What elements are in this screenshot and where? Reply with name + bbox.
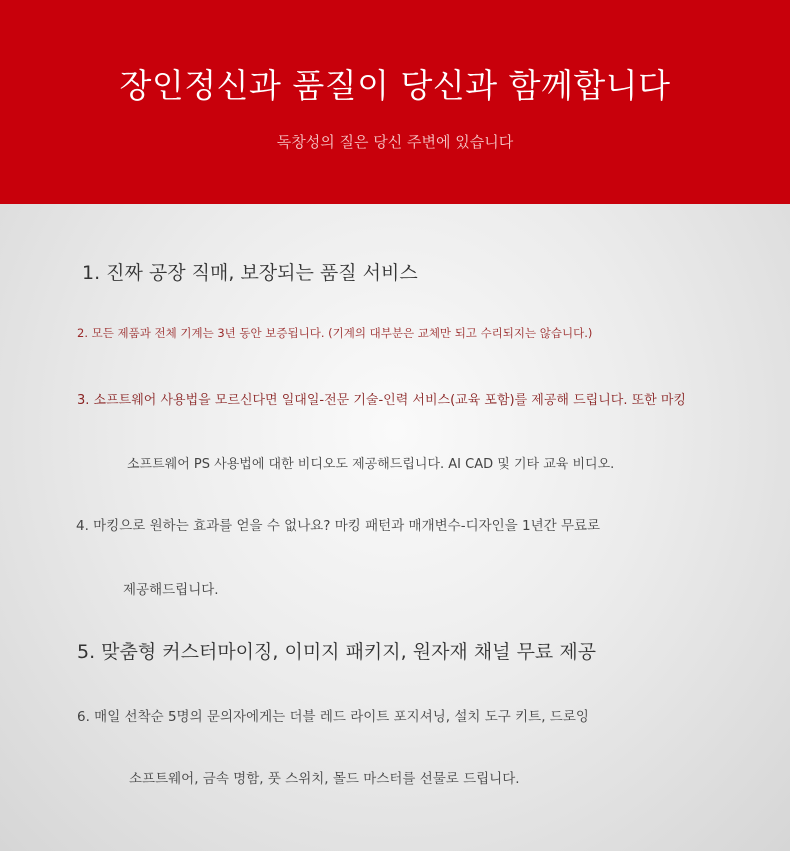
item-6-text-line1: 6. 매일 선착순 5명의 문의자에게는 더블 레드 라이트 포지셔닝, 설치 도구 키트, 드로잉 — [77, 709, 589, 725]
item-3-text-line2: 소프트웨어 PS 사용법에 대한 비디오도 제공해드립니다. AI CAD 및 기타 교육 비디오. — [127, 457, 615, 472]
item-1-heading: 1. 진짜 공장 직매, 보장되는 품질 서비스 — [82, 262, 418, 284]
header-banner — [0, 0, 790, 204]
item-4-text-line1: 4. 마킹으로 원하는 효과를 얻을 수 없나요? 마킹 패턴과 매개변수-디자인을 1년간 무료로 — [76, 518, 601, 534]
item-5-heading: 5. 맞춤형 커스터마이징, 이미지 패키지, 원자재 채널 무료 제공 — [77, 641, 597, 663]
item-3-text-line1: 3. 소프트웨어 사용법을 모르신다면 일대일-전문 기술-인력 서비스(교육 포함)를 제공해 드립니다. 또한 마킹 — [77, 393, 686, 408]
page-subtitle: 독창성의 질은 당신 주변에 있습니다 — [276, 133, 514, 151]
item-2-text: 2. 모든 제품과 전체 기계는 3년 동안 보증됩니다. (기계의 대부분은 교체만 되고 수리되지는 않습니다.) — [77, 326, 593, 340]
item-4-text-line2: 제공해드립니다. — [123, 582, 219, 598]
item-6-text-line2: 소프트웨어, 금속 명함, 풋 스위치, 몰드 마스터를 선물로 드립니다. — [129, 771, 520, 787]
page-title: 장인정신과 품질이 당신과 함께합니다 — [119, 66, 671, 105]
